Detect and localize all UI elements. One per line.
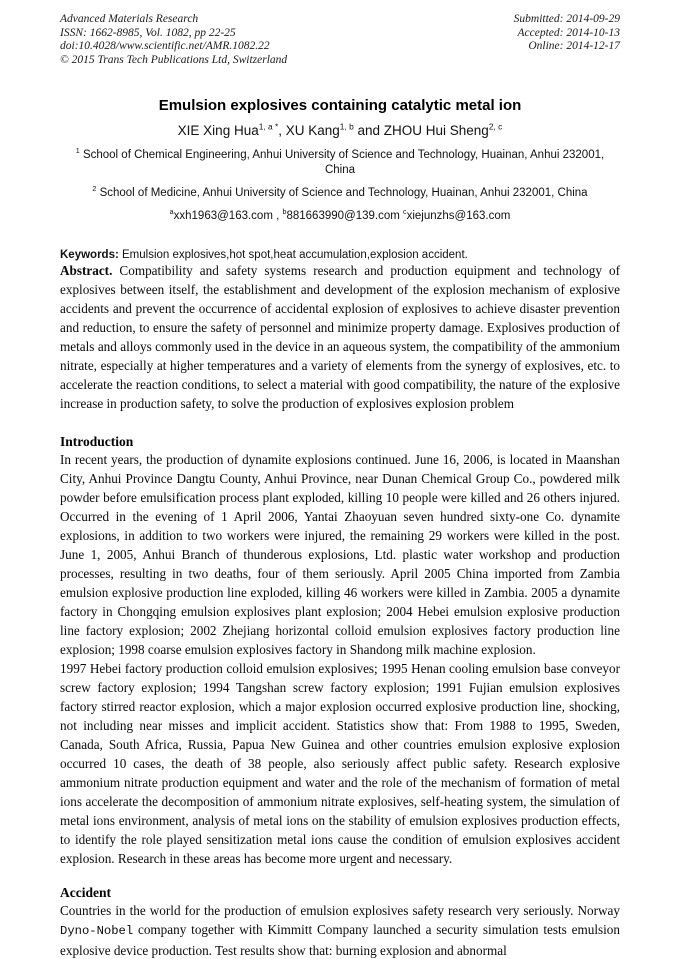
accident-text-start: Countries in the world for the production of emulsion explosives safety research very seriously. Norway bbox=[60, 902, 620, 918]
keywords-text: Emulsion explosives,hot spot,heat accumulation,explosion accident. bbox=[118, 248, 468, 261]
author-2: , XU Kang$^{1, b}$ bbox=[278, 121, 354, 138]
author-1-superscript: 1, a * bbox=[258, 121, 279, 132]
online-date: Online: 2014-12-17 bbox=[528, 40, 620, 52]
issn-volume-line: ISSN: 1662-8985, Vol. 1082, pp 22-25 bbox=[60, 26, 236, 39]
email-b-superscript: b bbox=[282, 207, 287, 216]
email-b: 881663990@139.com bbox=[286, 209, 404, 222]
journal-name: Advanced Materials Research bbox=[60, 13, 199, 25]
keywords-line bbox=[60, 249, 620, 261]
section-heading-introduction: Introduction bbox=[60, 433, 134, 449]
email-c: xiejunzhs@163.com bbox=[406, 209, 511, 222]
doi-line: doi:10.4028/www.scientific.net/AMR.1082.22 bbox=[60, 40, 270, 52]
section-heading-accident: Accident bbox=[60, 884, 111, 900]
affiliation-2: $^2$ School of Medicine, Anhui University of Science and Technology, Huainan, Anhui 232001, China bbox=[92, 185, 588, 199]
introduction-paragraph-2: 1997 Hebei factory production colloid emulsion explosives; 1995 Henan cooling emulsion base conveyor screw factory explosion; 1994 Tangshan screw factory explosion; 1991 Fujian emulsion explosives factory stirred reactor explosion, which a major explosion occurred explosive production line, shocking, not including near misses and implicit accident. Statistics show that: From 1988 to 1995, Sweden, Canada, South Africa, Russia, Papua New Guinea and other countries emulsion explosive explosion occurred 10 cases, the death of 38 people, also seriously affect public safety. Research explosive ammonium nitrate production equipment and water and the role of the mechanism of formation of metal ions accelerate the decomposition of ammonium nitrate explosives, self-heating system, the simulation of metal ions environment, analysis of metal ions on the stability of emulsion explosives production effects, to identify the role played sensitization metal ions cause the condition of emulsion explosives accident explosion. Research in these areas has become more urgent and necessary. bbox=[60, 660, 620, 866]
accepted-date: Accepted: 2014-10-13 bbox=[517, 26, 620, 39]
abstract-paragraph bbox=[60, 261, 620, 413]
author-3: and ZHOU Hui Sheng$^{2, c}$ bbox=[353, 121, 503, 138]
company-name-mono: Dyno-Nobel bbox=[60, 923, 134, 938]
email-a-superscript: a bbox=[169, 207, 174, 216]
paper-title: Emulsion explosives containing catalytic metal ion bbox=[158, 97, 522, 114]
abstract-text: Compatibility and safety systems research and production equipment and technology of explosives between itself, the establishment and development of the explosion mechanism of explosive accidents and prevent the occurrence of accidental explosion of explosives to achieve disaster prevention and reduction, to ensure the safety of personnel and minimize property damage. Explosives production of metals and alloys commonly used in the device in an aqueous system, the compatibility of the ammonium nitrate, especially at higher temperatures and a variety of elements from the synergy of explosives, etc. to accelerate the reaction conditions, to select a material with good compatibility, the nature of the explosive increase in production safety, to solve the production of explosives explosion problem bbox=[60, 262, 620, 411]
copyright-line: © 2015 Trans Tech Publications Ltd, Switzerland bbox=[60, 53, 288, 66]
author-1: XIE Xing Hua$^{1, a *}$ bbox=[177, 121, 279, 138]
submitted-date: Submitted: 2014-09-29 bbox=[513, 13, 620, 25]
email-a: xxh1963@163.com , bbox=[173, 209, 283, 222]
submission-dates bbox=[514, 13, 620, 67]
affiliation-2-superscript: 2 bbox=[92, 185, 97, 194]
accident-text-end: company together with Kimmitt Company launched a security simulation tests emulsion explosive device production. Test results show that: burning explosion and abnormal bbox=[60, 921, 620, 958]
keywords-label: Keywords: bbox=[60, 248, 119, 261]
email-c-superscript: c bbox=[403, 207, 407, 216]
author-2-superscript: 1, b bbox=[339, 121, 354, 132]
author-emails bbox=[60, 207, 620, 222]
publication-header bbox=[60, 13, 620, 67]
affiliation-1: $^1$ School of Chemical Engineering, Anhui University of Science and Technology, Huainan, Anhui 232001, China bbox=[75, 147, 605, 176]
affiliation-1-superscript: 1 bbox=[75, 147, 80, 156]
accident-paragraph bbox=[60, 901, 620, 959]
publication-info bbox=[60, 13, 287, 67]
author-3-superscript: 2, c bbox=[488, 121, 503, 132]
introduction-paragraph-1: In recent years, the production of dynamite explosions continued. June 16, 2006, is located in Maanshan City, Anhui Province Dangtu County, Anhui Province, near Dunan Chemical Group Co., powdered milk powder before emulsification process plant exploded, killing 10 people were killed and 26 others injured. Occurred in the evening of 1 April 2006, Yantai Zhaoyuan seven hundred sixty-one Co. dynamite explosions, in addition to two workers were injured, the remaining 29 workers were killed in the post. June 1, 2005, Anhui Branch of thunderous explosions, Ltd. plastic water workshop and production processes, resulting in two deaths, four of them seriously. April 2005 China imported from Zambia emulsion explosive production line exploded, killing 46 workers were killed in Zambia. 2005 a dynamite factory in Chongqing emulsion explosives plant explosion; 2004 Hebei emulsion explosive production line factory explosion; 2002 Zhejiang horizontal colloid emulsion explosives factory production line explosion; 1998 coarse emulsion explosives factory in Shandong milk machine explosion. bbox=[60, 451, 620, 657]
authors-line bbox=[60, 123, 620, 138]
abstract-label: Abstract. bbox=[60, 262, 113, 278]
